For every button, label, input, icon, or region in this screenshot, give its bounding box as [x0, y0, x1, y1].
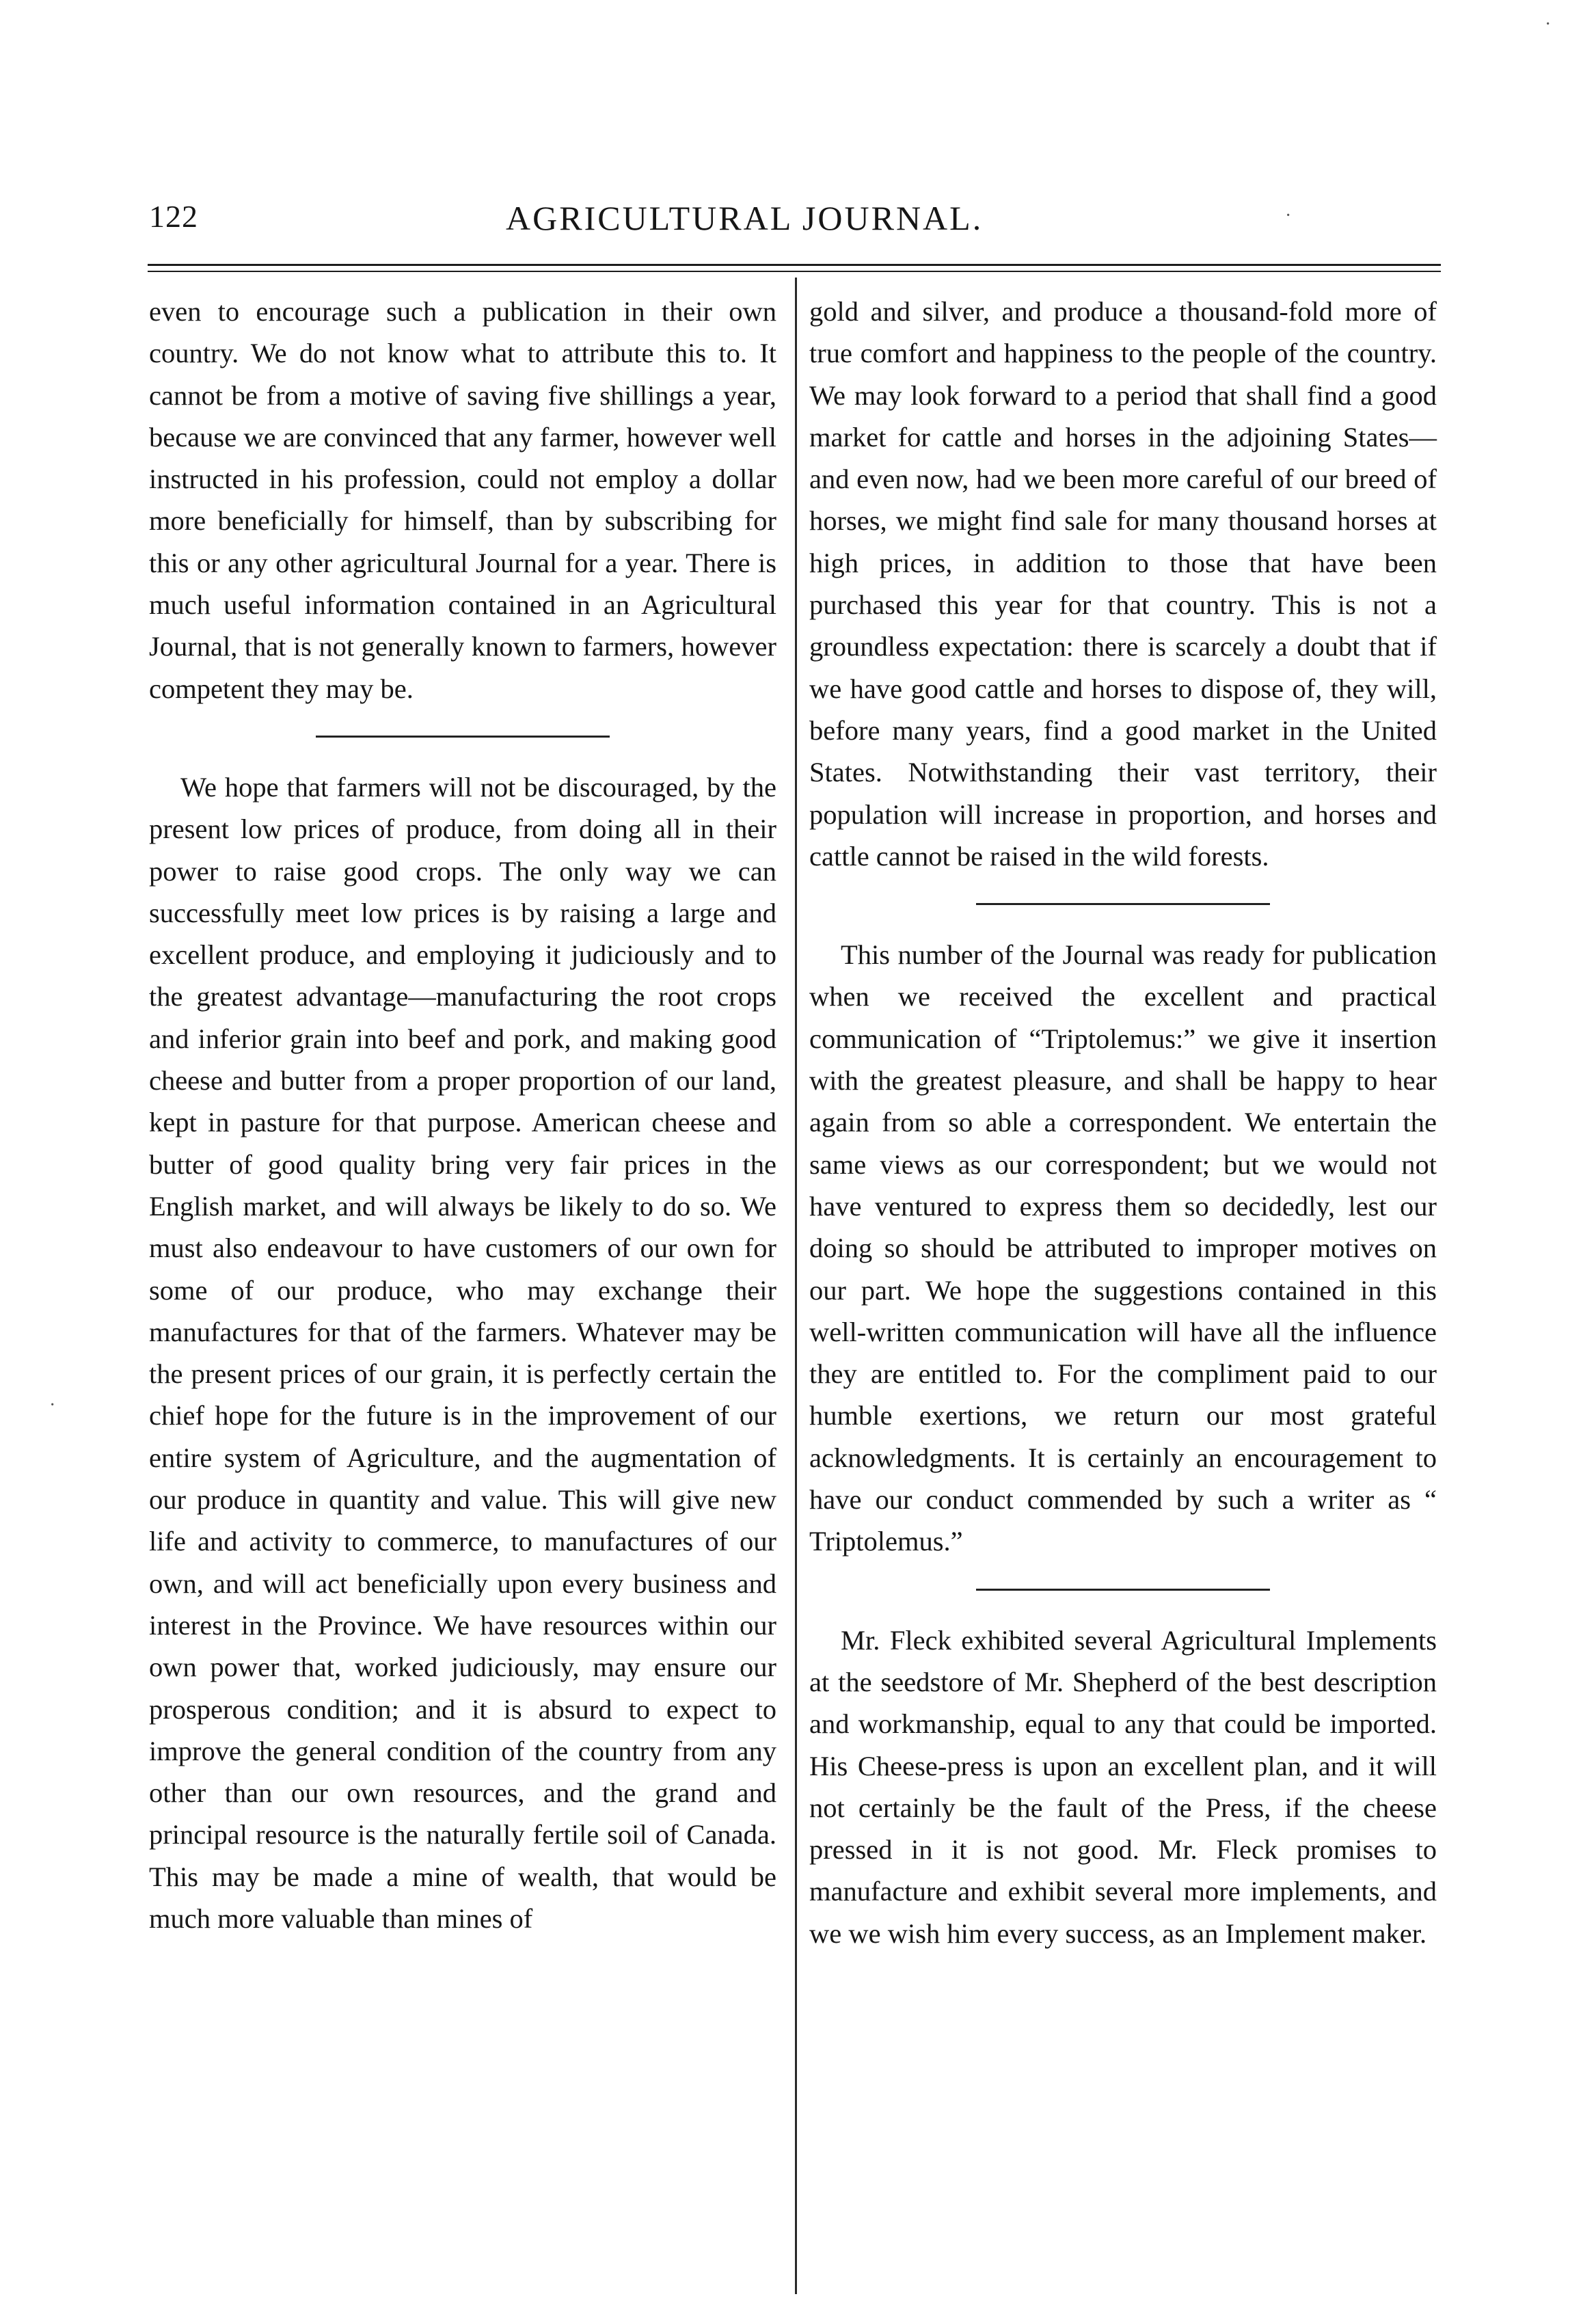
right-paragraph-fleck: Mr. Fleck exhibited several Agricultural Implements at the seedstore of Mr. Shepherd of the best description and workmanship, equal to any that could be imported. His Cheese-press is upon an excellent plan, and it will not certainly be the fault of the Press, if the cheese pressed in it is not good. Mr. Fleck promises to manufacture and exhibit several more implements, and we we wish him every success, as an Implement maker. [809, 1624, 1437, 1949]
page-number: 122 [149, 199, 198, 234]
scan-speck: · [1545, 14, 1552, 35]
scan-speck: · [1285, 205, 1292, 226]
right-paragraph-triptolemus: This number of the Journal was ready for publication when we received the excellent and practical communication of “Triptolemus:” we give it insertion with the greatest pleasure, and shall be happy to hear again from so able a correspondent. We entertain the same views as our correspondent; but we would not have ventured to express them so decidedly, lest our doing so should be attributed to improper motives on our part. We hope the suggestions contained in this well-written communication will have all the influence they are entitled to. For the compliment paid to our humble exertions, we return our most grateful acknowledgments. It is certainly an encouragement to have our conduct commended by such a writer as “ Triptolemus.” [809, 939, 1437, 1557]
left-column [149, 291, 776, 1939]
section-divider [316, 736, 610, 738]
header-rule-thin [148, 271, 1441, 272]
left-paragraph-low-prices: We hope that farmers will not be discouraged, by the present low prices of produce, from doing all in their power to raise good crops. The only way we can successfully meet low prices is by raising a large and excellent produce, and employing it judiciously and to the greatest advantage—manufacturing the root crops and inferior grain into beef and pork, and making good cheese and butter from a proper proportion of our land, kept in pasture for that purpose. American cheese and butter of good quality bring very fair prices in the English market, and will always be likely to do so. We must also endeavour to have customers of our own for some of our produce, who may exchange their manufactures for that of the farmers. Whatever may be the present prices of our grain, it is perfectly certain the chief hope for the future is in the improvement of our entire system of Agriculture, and the augmentation of our produce in quantity and value. This will give new life and activity to commerce, to manufactures of our own, and will act beneficially upon every business and interest in the Province. We have resources within our own power that, worked judiciously, may ensure our prosperous condition; and it is absurd to expect to improve the general condition of the country from any other than our own resources, and the grand and principal resource is the naturally fertile soil of Canada. This may be made a mine of wealth, that would be much more valuable than mines of [149, 771, 776, 1934]
left-paragraph-continuation: even to encourage such a publication in their own country. We do not know what to attribute this to. It cannot be from a motive of saving five shillings a year, because we are convinced that any farmer, however well instructed in his profession, could not employ a dollar more beneficially for himself, than by subscribing for this or any other agricultural Journal for a year. There is much useful information contained in an Agricultural Journal, that is not generally known to farmers, however competent they may be. [149, 296, 776, 704]
running-title: AGRICULTURAL JOURNAL. [506, 199, 984, 237]
column-divider [795, 278, 797, 2294]
right-column [809, 291, 1437, 1954]
right-paragraph-continuation: gold and silver, and produce a thousand-fold more of true comfort and happiness to the people of the country. We may look forward to a period that shall find a good market for cattle and horses in the adjoining States—and even now, had we been more careful of our breed of horses, we might find sale for many thousand horses at high prices, in addition to those that have been purchased this year for that country. This is not a groundless expectation: there is scarcely a doubt that if we have good cattle and horses to dispose of, they will, before many years, find a good market in the United States. Notwithstanding their vast territory, their population will increase in proportion, and horses and cattle cannot be raised in the wild forests. [809, 296, 1437, 872]
section-divider [976, 903, 1270, 905]
section-divider [976, 1589, 1270, 1591]
header-rule-thick [148, 264, 1441, 266]
scan-speck: · [49, 1395, 56, 1416]
